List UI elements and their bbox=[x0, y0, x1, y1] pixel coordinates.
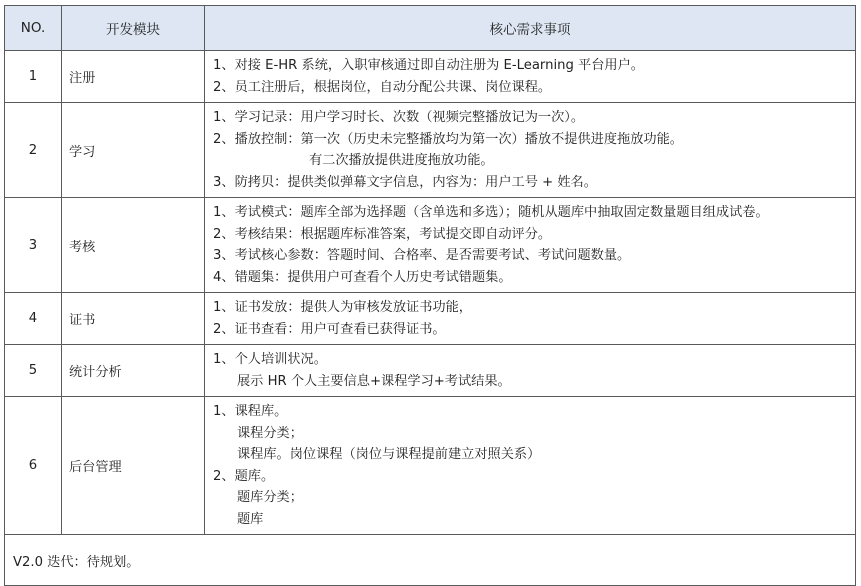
header-module: 开发模块 bbox=[62, 6, 205, 51]
module-name: 统计分析 bbox=[62, 345, 205, 397]
module-name: 注册 bbox=[62, 51, 205, 103]
header-no: NO. bbox=[5, 6, 62, 51]
requirements-cell bbox=[205, 293, 856, 345]
requirement-line: 1、课程库。 bbox=[213, 404, 288, 419]
requirements-cell bbox=[205, 51, 856, 103]
row-number: 4 bbox=[5, 293, 62, 345]
requirement-line: 3、防拷贝：提供类似弹幕文字信息，内容为：用户工号 + 姓名。 bbox=[213, 174, 597, 190]
row-number: 6 bbox=[5, 397, 62, 535]
module-name: 后台管理 bbox=[62, 397, 205, 535]
requirement-line: 课程库。岗位课程（岗位与课程提前建立对照关系） bbox=[237, 447, 541, 462]
row-number: 1 bbox=[5, 51, 62, 103]
requirement-line: 2、题库。 bbox=[213, 468, 275, 484]
module-name: 证书 bbox=[62, 293, 205, 345]
version-note: V2.0 迭代：待规划。 bbox=[5, 535, 856, 586]
requirement-line: 3、考试核心参数：答题时间、合格率、是否需要考试、考试问题数量。 bbox=[213, 248, 631, 263]
module-name: 学习 bbox=[62, 103, 205, 198]
requirement-line: 展示 HR 个人主要信息+课程学习+考试结果。 bbox=[237, 373, 511, 389]
row-number: 5 bbox=[5, 345, 62, 397]
table-row bbox=[5, 345, 856, 397]
requirements-cell bbox=[205, 198, 856, 293]
requirement-line: 1、证书发放：提供人为审核发放证书功能， bbox=[213, 300, 472, 315]
header-requirements: 核心需求事项 bbox=[205, 6, 856, 51]
requirement-line: 2、考核结果：根据题库标准答案，考试提交即自动评分。 bbox=[213, 226, 552, 242]
requirement-line: 课程分类； bbox=[237, 425, 303, 441]
requirement-line: 2、证书查看：用户可查看已获得证书。 bbox=[213, 321, 446, 337]
table-row bbox=[5, 51, 856, 103]
row-number: 2 bbox=[5, 103, 62, 198]
table-row bbox=[5, 198, 856, 293]
table-row bbox=[5, 397, 856, 535]
table-row bbox=[5, 293, 856, 345]
requirement-line: 4、错题集：提供用户可查看个人历史考试错题集。 bbox=[213, 269, 512, 285]
requirement-line: 有二次播放提供进度拖放功能。 bbox=[309, 153, 494, 168]
requirement-line: 2、员工注册后，根据岗位，自动分配公共课、岗位课程。 bbox=[213, 79, 552, 95]
requirements-cell bbox=[205, 103, 856, 198]
requirements-table bbox=[4, 5, 856, 586]
table-border-stub bbox=[4, 538, 5, 544]
requirement-line: 题库分类； bbox=[237, 490, 303, 505]
requirement-line: 1、考试模式：题库全部为选择题（含单选和多选）；随机从题库中抽取固定数量题目组成试卷。 bbox=[213, 205, 769, 220]
module-name: 考核 bbox=[62, 198, 205, 293]
requirements-cell bbox=[205, 397, 856, 535]
table-header-row bbox=[5, 6, 856, 51]
footer-row bbox=[5, 535, 856, 586]
requirement-line: 题库 bbox=[237, 511, 264, 527]
requirements-cell bbox=[205, 345, 856, 397]
requirement-line: 2、播放控制：第一次（历史未完整播放均为第一次）播放不提供进度拖放功能。 bbox=[213, 131, 683, 147]
requirement-line: 1、个人培训状况。 bbox=[213, 352, 327, 367]
table-row bbox=[5, 103, 856, 198]
requirement-line: 1、对接 E-HR 系统，入职审核通过即自动注册为 E-Learning 平台用户。 bbox=[213, 58, 644, 73]
requirement-line: 1、学习记录：用户学习时长、次数（视频完整播放记为一次）。 bbox=[213, 110, 585, 125]
row-number: 3 bbox=[5, 198, 62, 293]
